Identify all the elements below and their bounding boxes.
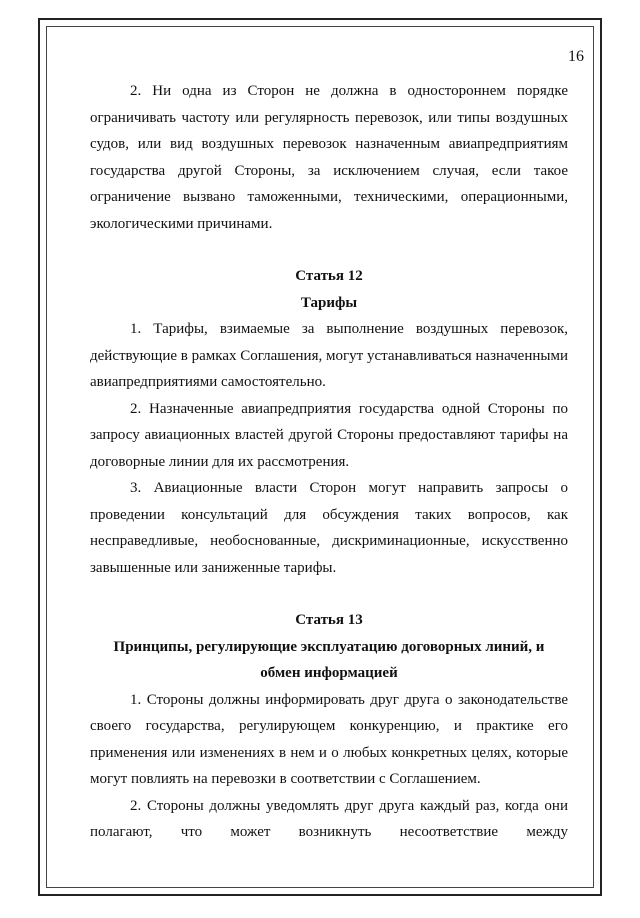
spacer: [90, 581, 568, 607]
paragraph-article-13-item-1: 1. Стороны должны информировать друг друга о законодательстве своего государства, регулирующем конкуренцию, и практике его применения или изменениях в нем и о любых конкретных целях, которые могут повлиять на перевозки в соответствии с Соглашением.: [90, 691, 568, 787]
paragraph-article-11-item-2: 2. Ни одна из Сторон не должна в одностороннем порядке ограничивать частоту или регулярность перевозок, или типы воздушных судов, или вид воздушных перевозок назначенным авиапредприятиям государства другой Стороны, за исключением случая, если такое ограничение вызвано таможенными, техническими, операционными, экологическими причинами.: [90, 83, 568, 232]
spacer: [90, 237, 568, 263]
paragraph-article-12-item-1: 1. Тарифы, взимаемые за выполнение воздушных перевозок, действующие в рамках Соглашения, могут устанавливаться назначенными авиапредприятиями самостоятельно.: [90, 321, 568, 390]
article-13-subtitle-line-2: обмен информацией: [260, 665, 398, 681]
paragraph-article-12-item-3: 3. Авиационные власти Сторон могут направить запросы о проведении консультаций для обсуждения таких вопросов, как несправедливые, необоснованные, дискриминационные, искусственно завышенные или заниженные тарифы.: [90, 480, 568, 576]
article-13-subtitle-line-1: Принципы, регулирующие эксплуатацию договорных линий, и: [113, 638, 545, 655]
paragraph-article-13-item-2: 2. Стороны должны уведомлять друг друга каждый раз, когда они полагают, что может возникнуть несоответствие между: [90, 797, 568, 840]
article-13-heading: Статья 13: [295, 612, 363, 628]
article-12-heading: Статья 12: [295, 268, 363, 284]
page-number: 16: [568, 48, 584, 65]
paragraph-article-12-item-2: 2. Назначенные авиапредприятия государства одной Стороны по запросу авиационных властей другой Стороны предоставляют тарифы на договорные линии для их рассмотрения.: [90, 400, 568, 470]
document-body: [90, 78, 568, 846]
article-12-subtitle: Тарифы: [300, 294, 358, 311]
